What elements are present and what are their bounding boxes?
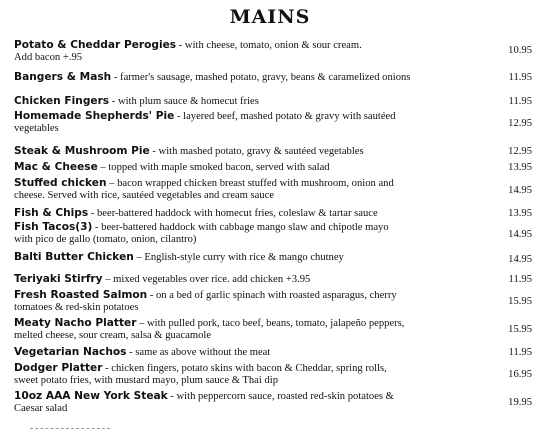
item-description: - with peppercorn sauce, roasted red-skin potatoes & [167, 391, 394, 402]
item-description: – English-style curry with rice & mango chutney [133, 252, 344, 263]
item-price: 14.95 [508, 254, 532, 265]
item-description: – with pulled pork, taco beef, beans, tomato, jalapeño peppers, [136, 318, 405, 329]
item-price: 11.95 [508, 274, 532, 285]
menu-item [14, 111, 484, 134]
item-price: 12.95 [508, 146, 532, 157]
item-name: Teriyaki Stirfry [14, 273, 103, 285]
item-description-continued: cheese. Served with rice, sautéed vegetables and cream sauce [14, 189, 275, 201]
menu-item [14, 208, 484, 220]
item-description: - with mashed potato, gravy & sautéed vegetables [149, 146, 364, 157]
menu-item [14, 274, 484, 286]
menu-item [14, 146, 484, 158]
item-description: - with plum sauce & homecut fries [109, 96, 259, 107]
item-description: - layered beef, mashed potato & gravy with sautéed [174, 111, 396, 122]
item-description-continued: Caesar salad [14, 402, 68, 414]
menu-item [14, 391, 484, 414]
menu-item [14, 363, 484, 386]
item-name: Potato & Cheddar Perogies [14, 39, 177, 51]
item-name: Fish & Chips [14, 207, 89, 219]
page-cutoff-divider [30, 428, 110, 431]
item-name: Stuffed chicken [14, 177, 107, 189]
item-price: 11.95 [508, 96, 532, 107]
item-description-continued: tomatoes & red-skin potatoes [14, 301, 139, 313]
menu-item [14, 96, 484, 108]
item-name: Bangers & Mash [14, 71, 112, 83]
item-description: – mixed vegetables over rice. add chicken +3.95 [102, 274, 311, 285]
menu-item [14, 318, 484, 341]
item-description: - chicken fingers, potato skins with bacon & Cheddar, spring rolls, [102, 363, 387, 374]
item-description: - beer-battered haddock with cabbage mango slaw and chipotle mayo [92, 222, 389, 233]
item-name: Vegetarian Nachos [14, 346, 127, 358]
item-name: Meaty Nacho Platter [14, 317, 137, 329]
item-price: 14.95 [508, 229, 532, 240]
item-price: 19.95 [508, 397, 532, 408]
item-price: 10.95 [508, 45, 532, 56]
menu-item [14, 72, 484, 84]
item-price: 13.95 [508, 162, 532, 173]
item-price: 12.95 [508, 118, 532, 129]
item-description-continued: sweet potato fries, with mustard mayo, plum sauce & Thai dip [14, 374, 279, 386]
item-name: Chicken Fingers [14, 95, 110, 107]
item-name: Mac & Cheese [14, 161, 98, 173]
item-name: Steak & Mushroom Pie [14, 145, 150, 157]
item-price: 11.95 [508, 347, 532, 358]
menu-item [14, 162, 484, 174]
item-description: - on a bed of garlic spinach with roasted asparagus, cherry [147, 290, 397, 301]
menu-item [14, 252, 484, 264]
menu-item [14, 347, 484, 359]
item-name: Fish Tacos(3) [14, 221, 93, 233]
item-description: - same as above without the meat [126, 347, 271, 358]
item-description-continued: Add bacon +.95 [14, 51, 83, 63]
item-description: - beer-battered haddock with homecut fries, coleslaw & tartar sauce [88, 208, 378, 219]
item-price: 16.95 [508, 369, 532, 380]
menu-item [14, 290, 484, 313]
item-name: Balti Butter Chicken [14, 251, 134, 263]
item-name: Homemade Shepherds' Pie [14, 110, 175, 122]
item-description: – topped with maple smoked bacon, served with salad [97, 162, 330, 173]
item-price: 15.95 [508, 296, 532, 307]
item-description: - farmer's sausage, mashed potato, gravy, beans & caramelized onions [111, 72, 411, 83]
item-price: 11.95 [508, 72, 532, 83]
menu-item [14, 222, 484, 245]
section-title: MAINS [229, 6, 311, 28]
item-description-continued: melted cheese, sour cream, salsa & guacamole [14, 329, 212, 341]
item-description: – bacon wrapped chicken breast stuffed with mushroom, onion and [106, 178, 394, 189]
item-name: Dodger Platter [14, 362, 103, 374]
menu-item [14, 178, 484, 201]
item-description-continued: vegetables [14, 122, 59, 134]
item-name: Fresh Roasted Salmon [14, 289, 148, 301]
item-description-continued: with pico de gallo (tomato, onion, cilantro) [14, 233, 197, 245]
item-description: - with cheese, tomato, onion & sour cream. [176, 40, 362, 51]
item-price: 13.95 [508, 208, 532, 219]
item-price: 15.95 [508, 324, 532, 335]
item-name: 10oz AAA New York Steak [14, 390, 168, 402]
menu-item [14, 40, 484, 63]
item-price: 14.95 [508, 185, 532, 196]
